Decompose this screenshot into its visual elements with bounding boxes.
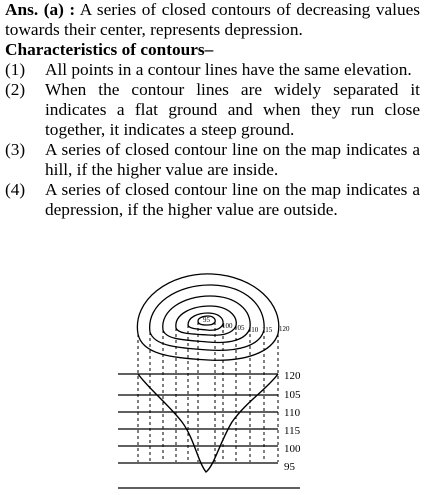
list-item	[5, 60, 420, 80]
list-item	[5, 140, 420, 180]
characteristics-list	[5, 60, 420, 220]
plan-label: 105	[234, 324, 245, 332]
section-label: 95	[284, 461, 295, 473]
section-label: 120	[284, 370, 301, 382]
list-item-text: A series of closed contour line on the map indicates a depression, if the higher value are outside.	[45, 180, 420, 219]
plan-label: 95	[203, 316, 210, 324]
list-item-number: (3)	[5, 140, 26, 159]
document	[5, 0, 420, 220]
list-item-text: A series of closed contour line on the map indicates a hill, if the higher value are inside.	[45, 140, 420, 179]
list-item-number: (1)	[5, 60, 26, 79]
section-label: 105	[284, 389, 301, 401]
plan-label: 110	[248, 326, 259, 334]
plan-label: 115	[262, 326, 273, 334]
list-item-text: All points in a contour lines have the same elevation.	[45, 60, 412, 79]
section-label: 100	[284, 443, 301, 455]
section-label: 110	[284, 407, 301, 419]
list-item	[5, 80, 420, 140]
contour-diagram	[0, 262, 428, 495]
list-item	[5, 180, 420, 220]
section-heading: Characteristics of contours–	[5, 40, 214, 59]
list-item-number: (4)	[5, 180, 26, 199]
plan-label: 120	[279, 325, 290, 333]
section-profile	[138, 374, 278, 472]
list-item-number: (2)	[5, 80, 26, 99]
answer-prefix: Ans. (a) :	[5, 0, 76, 19]
list-item-text: When the contour lines are widely separated it indicates a flat ground and when they run close together, it indicates a steep ground.	[45, 80, 420, 139]
plan-label: 100	[222, 322, 233, 330]
answer-paragraph	[5, 0, 420, 40]
answer-text: A series of closed contours of decreasing values towards their center, represents depression.	[5, 0, 420, 39]
contour-figure	[0, 262, 428, 495]
section-label: 115	[284, 425, 301, 437]
